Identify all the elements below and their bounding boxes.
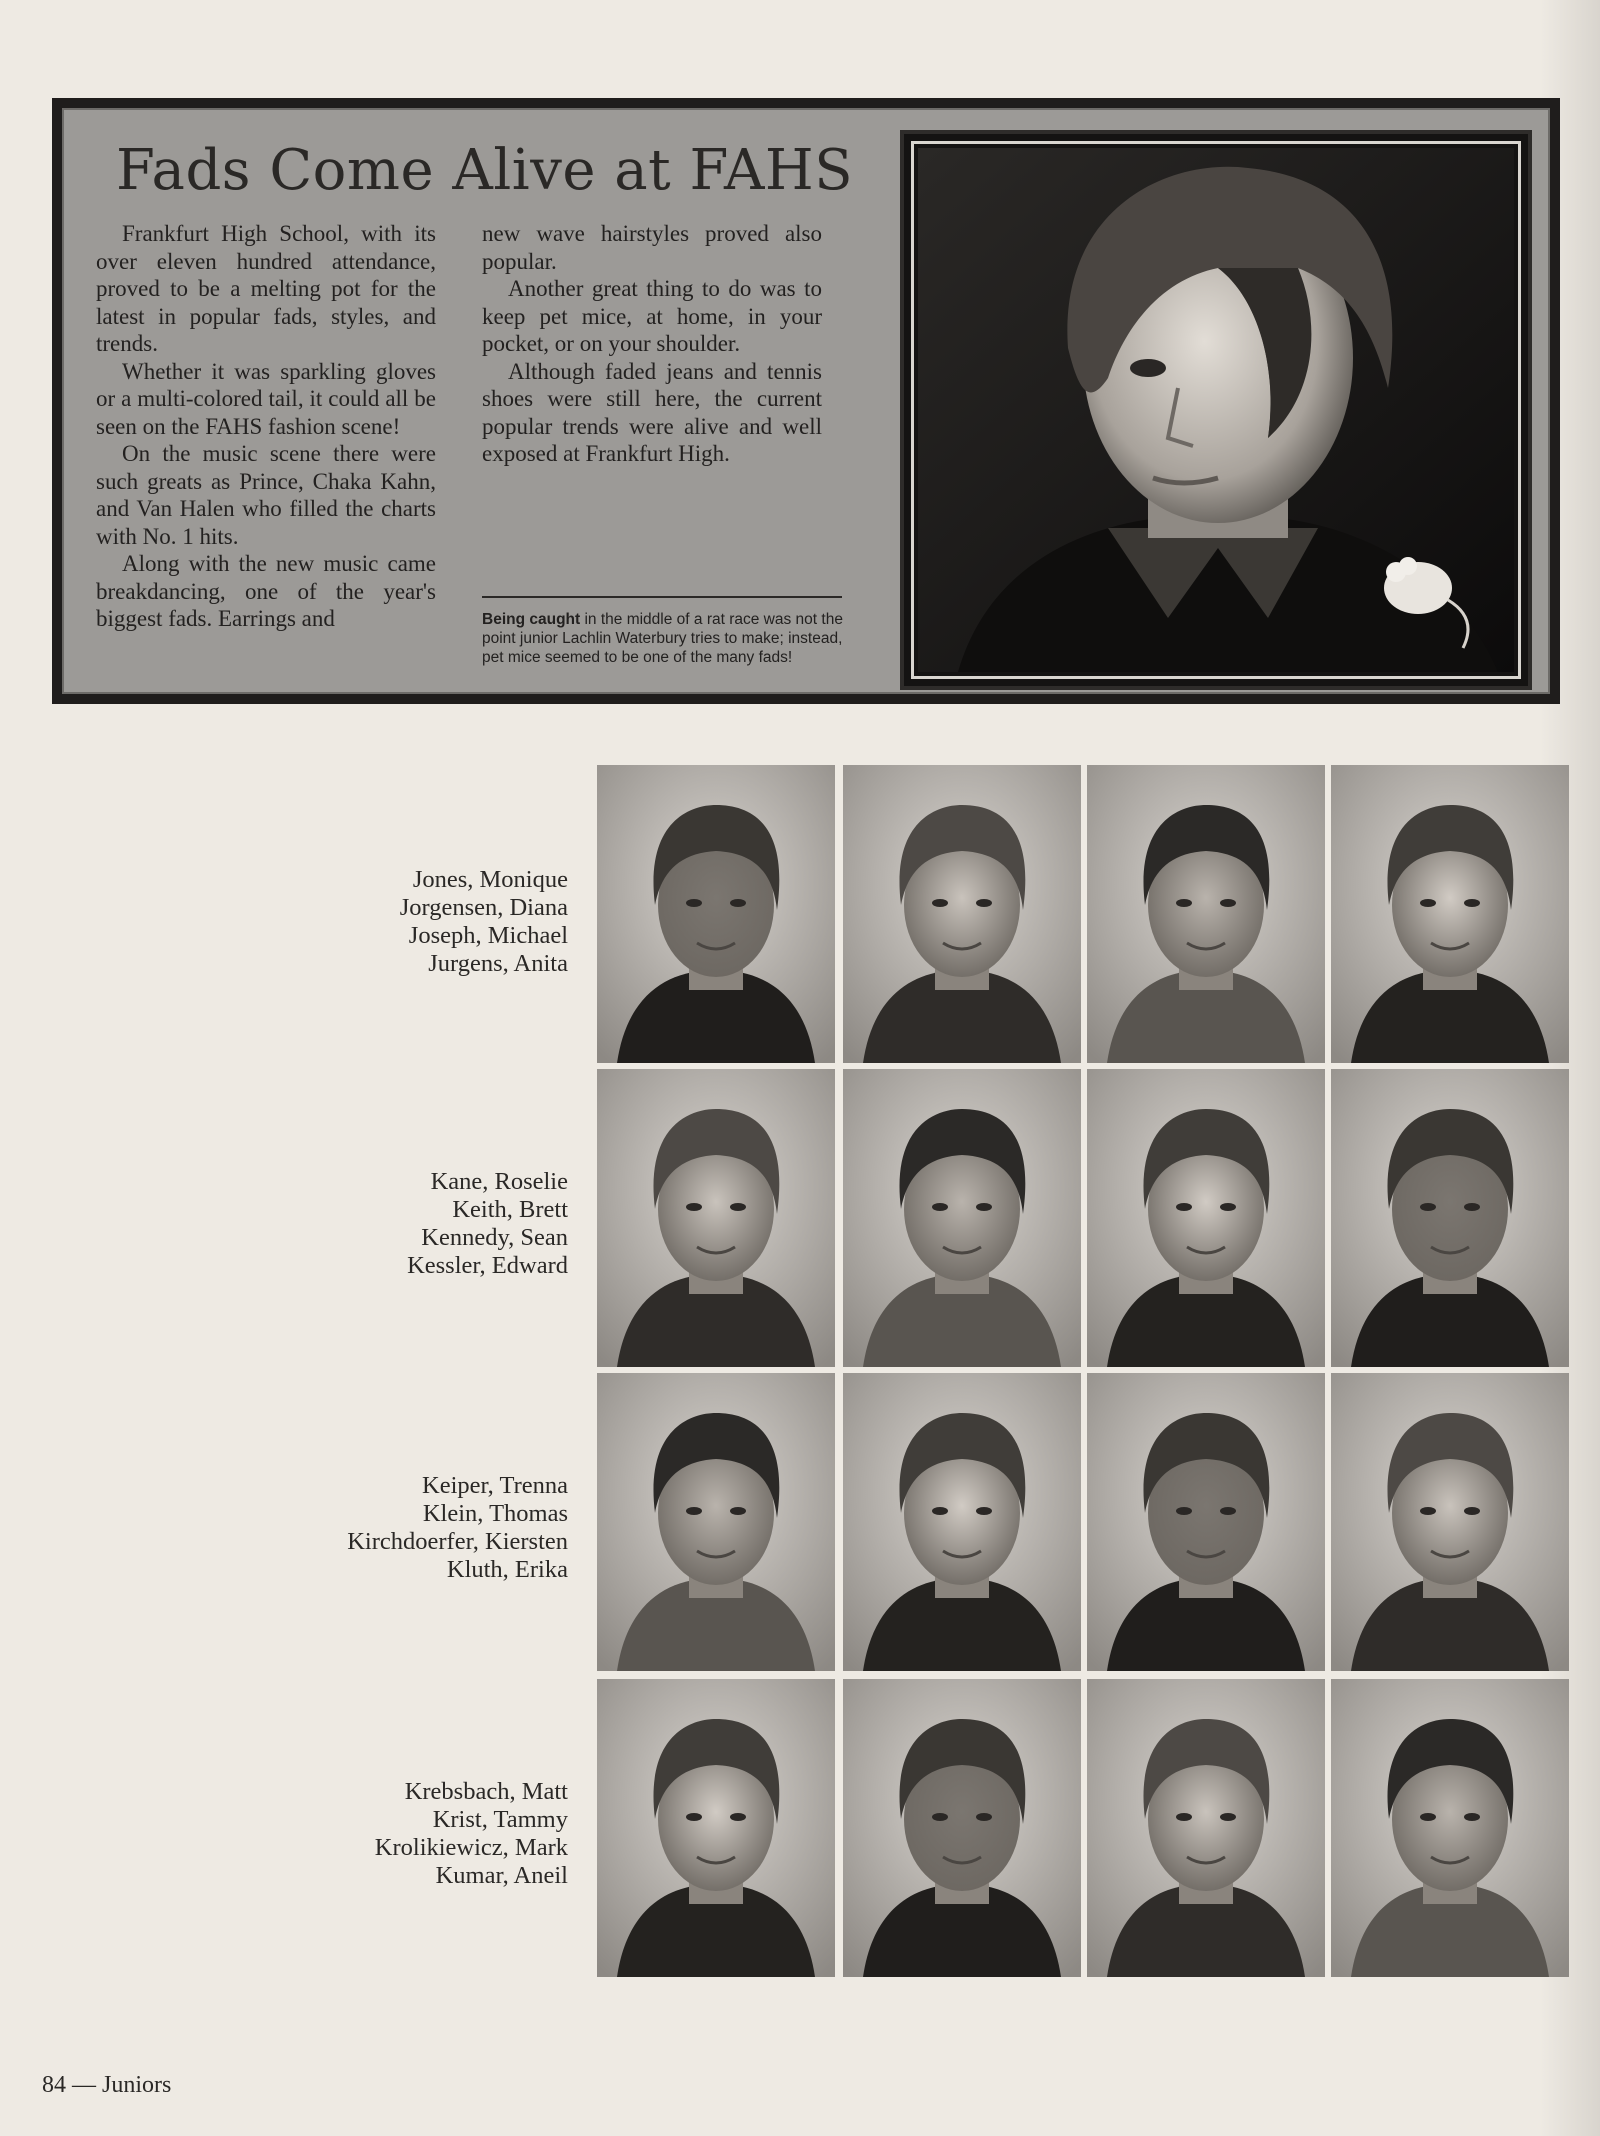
student-portrait (843, 1069, 1081, 1367)
student-name: Klein, Thomas (422, 1500, 568, 1527)
portrait-photo (1087, 765, 1325, 1063)
portrait-photo (597, 765, 835, 1063)
portrait-photo (843, 1069, 1081, 1367)
photo-caption (482, 610, 844, 667)
student-portrait (1331, 1373, 1569, 1671)
article-paragraph: Another great thing to do was to keep pet mice, at home, in your pocket, or on your shoulder. (482, 276, 822, 356)
article-paragraph: new wave hairstyles proved also popular. (482, 221, 822, 274)
caption-divider (482, 596, 842, 598)
portrait-photo (1087, 1373, 1325, 1671)
name-list-row-1 (148, 866, 568, 978)
student-name: Kirchdoerfer, Kiersten (347, 1528, 568, 1555)
portrait-photo (843, 1373, 1081, 1671)
student-portrait (1087, 1373, 1325, 1671)
student-name: Keith, Brett (452, 1196, 568, 1223)
article-paragraph: On the music scene there were such greats as Prince, Chaka Kahn, and Van Halen who filled the charts with No. 1 hits. (96, 441, 436, 549)
caption-lead: Being caught (482, 611, 581, 628)
student-portrait (843, 1679, 1081, 1977)
student-name: Krist, Tammy (432, 1806, 568, 1833)
student-portrait (597, 1679, 835, 1977)
student-name: Joseph, Michael (408, 922, 568, 949)
feature-photo (900, 130, 1532, 690)
article-paragraph: Frankfurt High School, with its over eleven hundred attendance, proved to be a melting pot for the latest in popular fads, styles, and trends. (96, 221, 436, 356)
student-name: Kessler, Edward (407, 1252, 568, 1279)
article-paragraph: Although faded jeans and tennis shoes were still here, the current popular trends were alive and well exposed at Frankfurt High. (482, 358, 822, 466)
student-portrait (1087, 1679, 1325, 1977)
student-name: Jorgensen, Diana (399, 894, 568, 921)
student-portrait (1331, 1069, 1569, 1367)
student-name: Jurgens, Anita (428, 950, 568, 977)
name-list-row-3 (148, 1472, 568, 1584)
article-paragraph: Along with the new music came breakdancing, one of the year's biggest fads. Earrings and (96, 551, 436, 631)
portrait-photo (1331, 1679, 1569, 1977)
portrait-photo (843, 765, 1081, 1063)
caption-text: in the middle of a rat race was not the point junior Lachlin Waterbury tries to make; instead, pet mice seemed to be one of the many fads! (482, 611, 843, 666)
student-portrait (597, 765, 835, 1063)
portrait-photo (1331, 765, 1569, 1063)
feature-headline: Fads Come Alive at FAHS (116, 138, 854, 203)
portrait-photo (1087, 1679, 1325, 1977)
portrait-photo (597, 1373, 835, 1671)
portrait-photo (1087, 1069, 1325, 1367)
student-portrait (597, 1373, 835, 1671)
student-name: Kluth, Erika (446, 1556, 568, 1583)
student-name: Kane, Roselie (430, 1168, 568, 1195)
article-column-1 (96, 220, 436, 633)
portrait-photo (1331, 1373, 1569, 1671)
feature-article (52, 98, 1560, 704)
student-portrait (1331, 765, 1569, 1063)
student-portrait (1331, 1679, 1569, 1977)
student-portrait (843, 765, 1081, 1063)
portrait-photo (1331, 1069, 1569, 1367)
portrait-photo (597, 1679, 835, 1977)
student-name: Jones, Monique (412, 866, 568, 893)
student-portrait (843, 1373, 1081, 1671)
student-portrait (1087, 1069, 1325, 1367)
student-name: Krebsbach, Matt (404, 1778, 568, 1805)
article-paragraph: Whether it was sparkling gloves or a multi-colored tail, it could all be seen on the FAHS fashion scene! (96, 358, 436, 439)
feature-panel (62, 108, 1550, 694)
portrait-photo (843, 1679, 1081, 1977)
student-portrait (1087, 765, 1325, 1063)
student-name: Keiper, Trenna (422, 1472, 568, 1499)
student-name: Kumar, Aneil (435, 1862, 568, 1889)
name-list-row-2 (148, 1168, 568, 1280)
portrait-photo (597, 1069, 835, 1367)
student-name: Krolikiewicz, Mark (374, 1834, 568, 1861)
page-folio: 84 — Juniors (42, 2072, 172, 2098)
student-with-pet-mouse-photo (918, 148, 1514, 672)
name-list-row-4 (148, 1778, 568, 1890)
student-name: Kennedy, Sean (421, 1224, 568, 1251)
student-portrait (597, 1069, 835, 1367)
article-column-2 (482, 220, 822, 468)
